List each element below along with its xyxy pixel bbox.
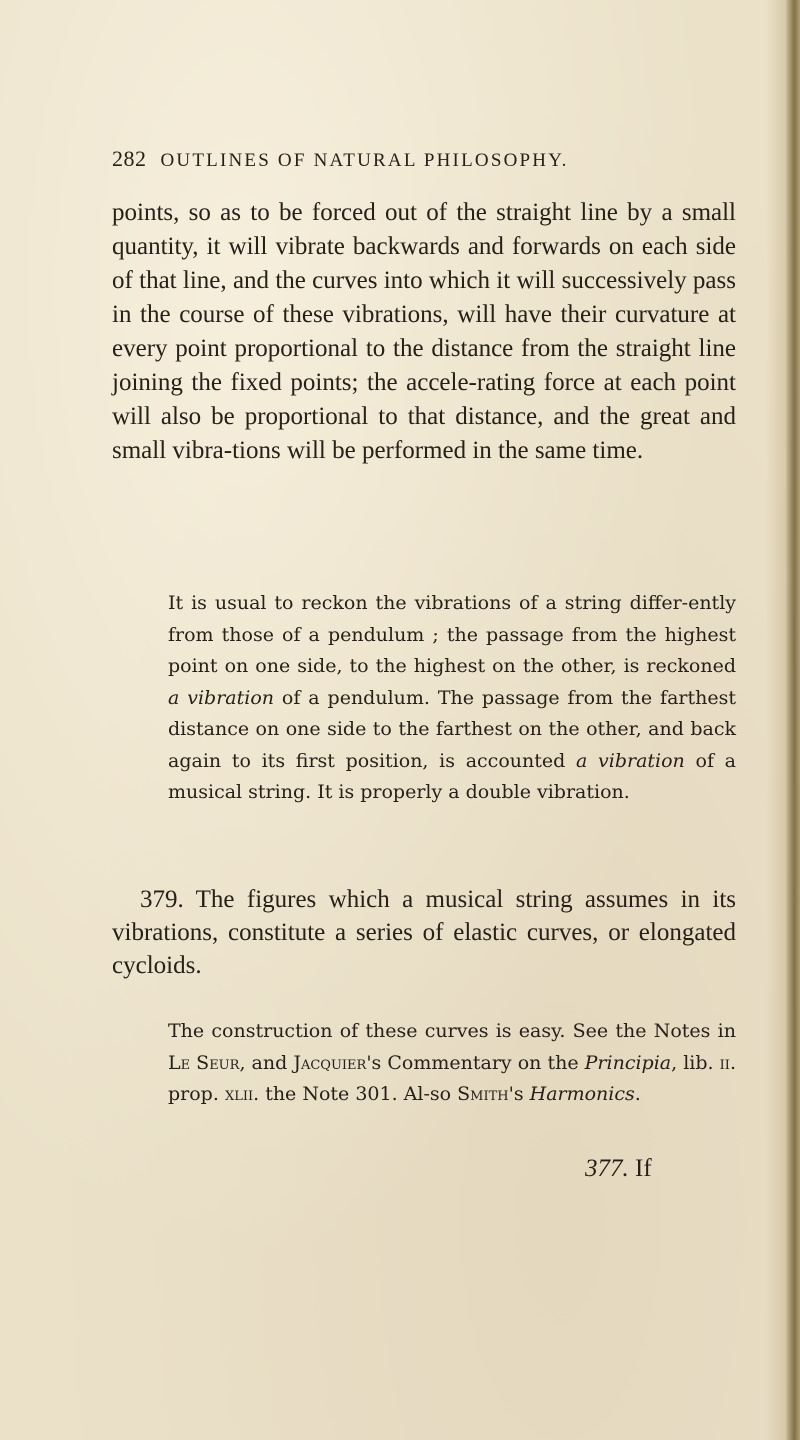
- page-number: 282: [112, 146, 147, 171]
- section-379: [112, 883, 736, 982]
- book-title: Harmonics: [529, 1083, 635, 1105]
- roman-numeral: ii: [719, 1051, 730, 1074]
- page-binding-edge: [786, 0, 800, 1440]
- footnote-vibration: [168, 588, 736, 809]
- note-text-segment: The construction of these curves is easy. See the Notes in: [168, 1020, 736, 1042]
- catchword-number: 377.: [585, 1155, 629, 1182]
- catchword-text: If: [635, 1155, 652, 1182]
- note-text-segment: It is usual to reckon the vibrations of a string differ-ently from those of a pendulum ; the passage from the highest point on one side, to the highest on the other, is reckoned: [168, 592, 736, 677]
- note-text-segment: . prop.: [168, 1051, 736, 1105]
- section-number: 379.: [140, 886, 184, 913]
- note-text-segment: , and: [239, 1051, 294, 1074]
- note-italic-term: a vibration: [575, 749, 685, 772]
- note-text-segment: 's Commentary on the: [366, 1051, 585, 1074]
- catchword: [585, 1152, 652, 1185]
- note-italic-term: a vibration: [168, 686, 275, 709]
- running-head: [112, 146, 732, 176]
- note-text-segment: , lib.: [671, 1051, 720, 1074]
- page-edge-shadow: [766, 0, 786, 1440]
- note-text-segment: of a pendulum. The passage from the farthest distance on one side to the farthest on the other, and back again to its first position, is accounted: [168, 686, 736, 772]
- author-name: Le Seur: [168, 1051, 240, 1074]
- running-title: OUTLINES OF NATURAL PHILOSOPHY.: [160, 150, 569, 171]
- body-paragraph: points, so as to be forced out of the straight line by a small quantity, it will vibrate backwards and forwards on each side of that line, and the curves into which it will successively pass in the course of these vibrations, will have their curvature at every point proportional to the distance from the straight line joining the fixed points; the accele-rating force at each point will also be proportional to that distance, and the great and small vibra-tions will be performed in the same time.: [112, 199, 736, 464]
- note-text-segment: .: [634, 1083, 641, 1105]
- note-text-segment: . the Note 301. Al-so: [253, 1083, 458, 1105]
- book-title: Principia: [584, 1051, 672, 1074]
- author-name: Smith: [457, 1083, 509, 1105]
- roman-numeral: xlii: [224, 1083, 254, 1105]
- footnote-references: [168, 1016, 736, 1111]
- section-text: The figures which a musical string assumes in its vibrations, constitute a series of elastic curves, or elongated cycloids.: [112, 886, 736, 979]
- note-text-segment: of a musical string. It is properly a double vibration.: [168, 749, 736, 803]
- note-text-segment: 's: [508, 1083, 530, 1105]
- author-name: Jacquier: [293, 1051, 367, 1074]
